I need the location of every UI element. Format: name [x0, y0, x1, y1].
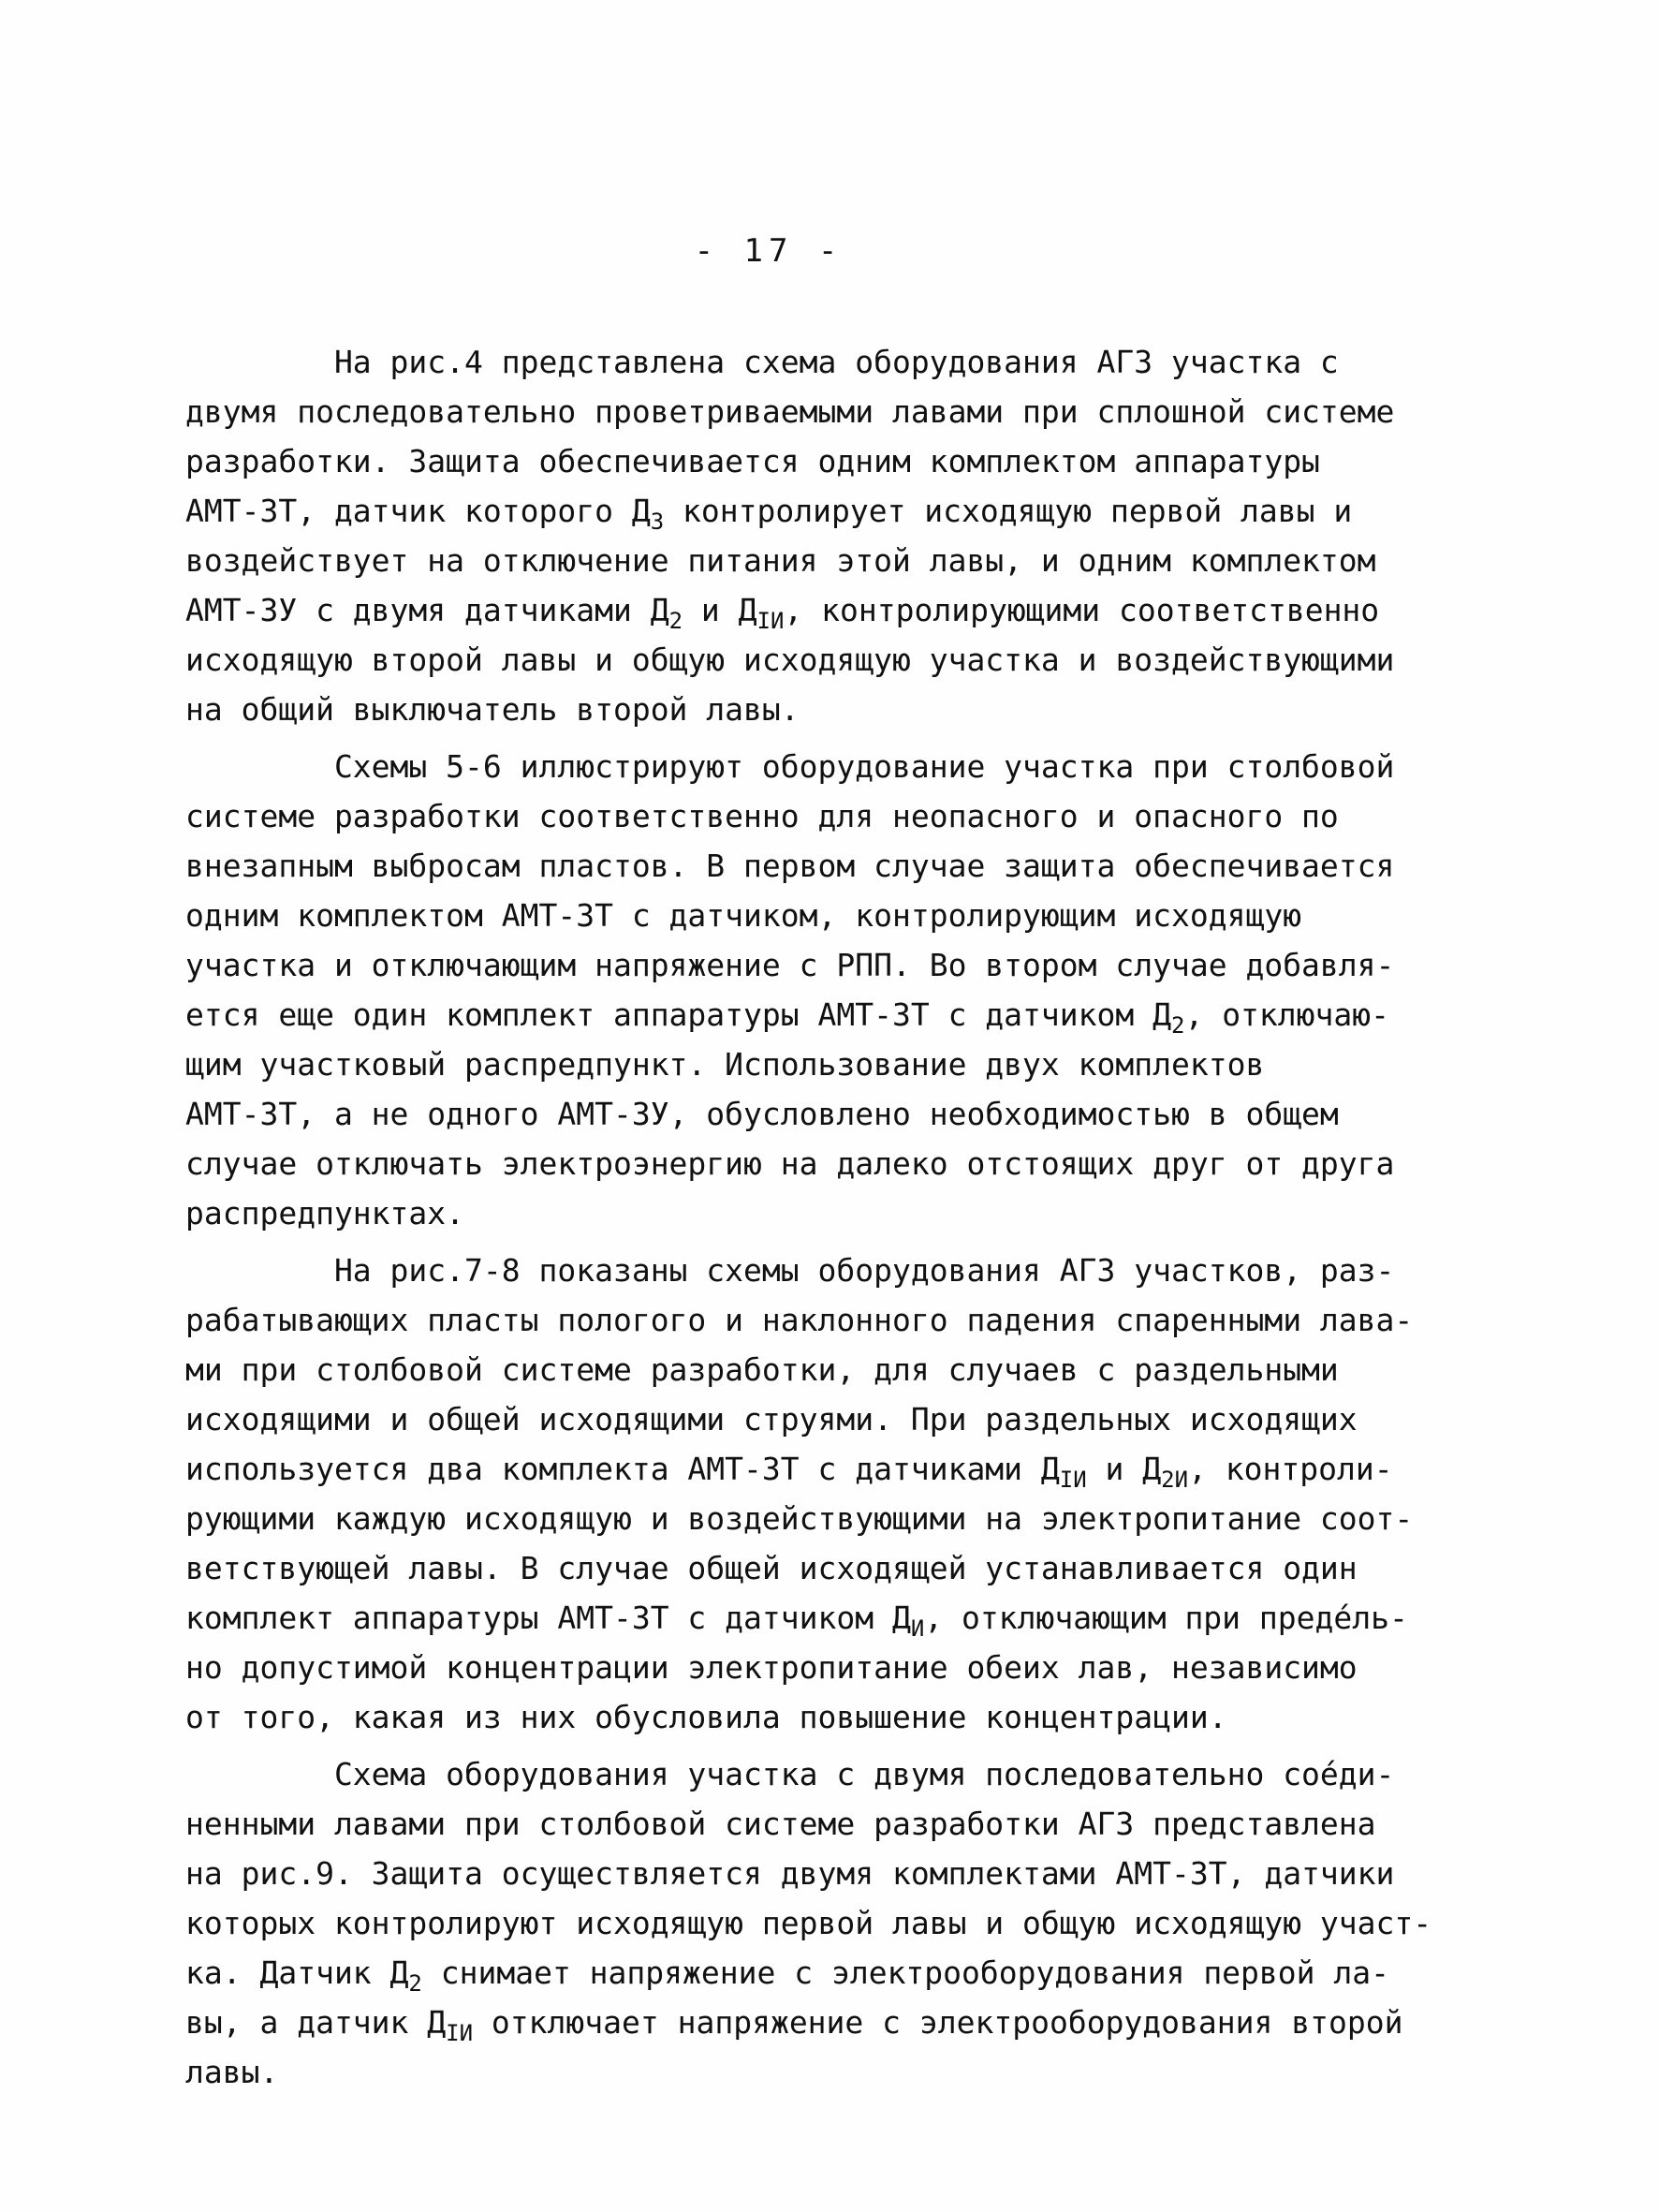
text-line: двумя последовательно проветриваемыми лавами при сплошной системе [185, 393, 1395, 430]
text-line: АМТ-3Т, а не одного АМТ-3У, обусловлено необходимостью в общем [185, 1096, 1339, 1132]
text-line: ми при столбовой системе разработки, для случаев с раздельными [185, 1351, 1339, 1388]
paragraph [185, 742, 1477, 1238]
text-line: на общий выключатель второй лавы. [185, 691, 800, 728]
text-line: используется два комплекта АМТ-3Т с датчиками $Д_{ІИ}$ и $Д_{2И}$, контроли- [185, 1451, 1393, 1493]
text-line: но допустимой концентрации электропитание обеих лав, независимо [185, 1649, 1358, 1686]
paragraph [185, 1749, 1477, 2097]
text-line: щим участковый распредпункт. Использование двух комплектов [185, 1046, 1265, 1083]
text-line: одним комплектом АМТ-3Т с датчиком, контролирующим исходящую [185, 897, 1302, 934]
text-line: рующими каждую исходящую и воздействующими на электропитание соот- [185, 1500, 1414, 1537]
text-line: АМТ-3Т, датчик которого $Д_3$ контролирует исходящую первой лавы и [185, 493, 1353, 535]
text-line: от того, какая из них обусловила повышение концентрации. [185, 1699, 1227, 1735]
text-line: на рис.9. Защита осуществляется двумя комплектами АМТ-3Т, датчики [185, 1855, 1395, 1892]
page-number: - 17 - [694, 232, 844, 270]
text-line: воздействует на отключение питания этой лавы, и одним комплектом [185, 542, 1376, 579]
text-line: исходящую второй лавы и общую исходящую участка и воздействующими [185, 641, 1395, 678]
text-line: внезапным выбросам пластов. В первом случае защита обеспечивается [185, 848, 1395, 884]
text-line: участка и отключающим напряжение с РПП. Во втором случае добавля- [185, 947, 1395, 983]
text-line: комплект аппаратуры АМТ-3Т с датчиком $Д_И$, отключающим при преде́ль- [185, 1600, 1408, 1642]
text-line: рабатывающих пласты пологого и наклонного падения спаренными лава- [185, 1302, 1414, 1338]
text-line: системе разработки соответственно для неопасного и опасного по [185, 798, 1339, 834]
text-line: Схемы 5-6 иллюстрируют оборудование участка при столбовой [185, 748, 1395, 785]
text-line: На рис.7-8 показаны схемы оборудования АГЗ участков, раз- [185, 1252, 1395, 1289]
paragraph [185, 337, 1477, 734]
text-line: ется еще один комплект аппаратуры АМТ-3Т с датчиком $Д_2$, отключаю- [185, 996, 1389, 1039]
text-line: случае отключать электроэнергию на далеко отстоящих друг от друга [185, 1145, 1395, 1182]
text-line: Схема оборудования участка с двумя последовательно сое́ди- [185, 1756, 1395, 1792]
text-line: На рис.4 представлена схема оборудования АГЗ участка с [185, 344, 1339, 380]
text-line: распредпунктах. [185, 1195, 465, 1231]
paragraph [185, 1246, 1477, 1742]
body-text [185, 337, 1477, 2104]
text-line: лавы. [185, 2054, 279, 2090]
text-line: АМТ-3У с двумя датчиками $Д_2$ и $Д_{ІИ}$, контролирующими соответственно [185, 592, 1380, 634]
text-line: ненными лавами при столбовой системе разработки АГЗ представлена [185, 1806, 1376, 1842]
text-line: исходящими и общей исходящими струями. При раздельных исходящих [185, 1401, 1358, 1438]
text-line: ка. Датчик $Д_2$ снимает напряжение с электрооборудования первой ла- [185, 1954, 1389, 1997]
text-line: которых контролируют исходящую первой лавы и общую исходящую участ- [185, 1905, 1432, 1941]
text-line: ветствующей лавы. В случае общей исходящей устанавливается один [185, 1550, 1358, 1586]
text-line: разработки. Защита обеспечивается одним комплектом аппаратуры [185, 443, 1320, 479]
text-line: вы, а датчик $Д_{ІИ}$ отключает напряжение с электрооборудования второй [185, 2004, 1403, 2046]
